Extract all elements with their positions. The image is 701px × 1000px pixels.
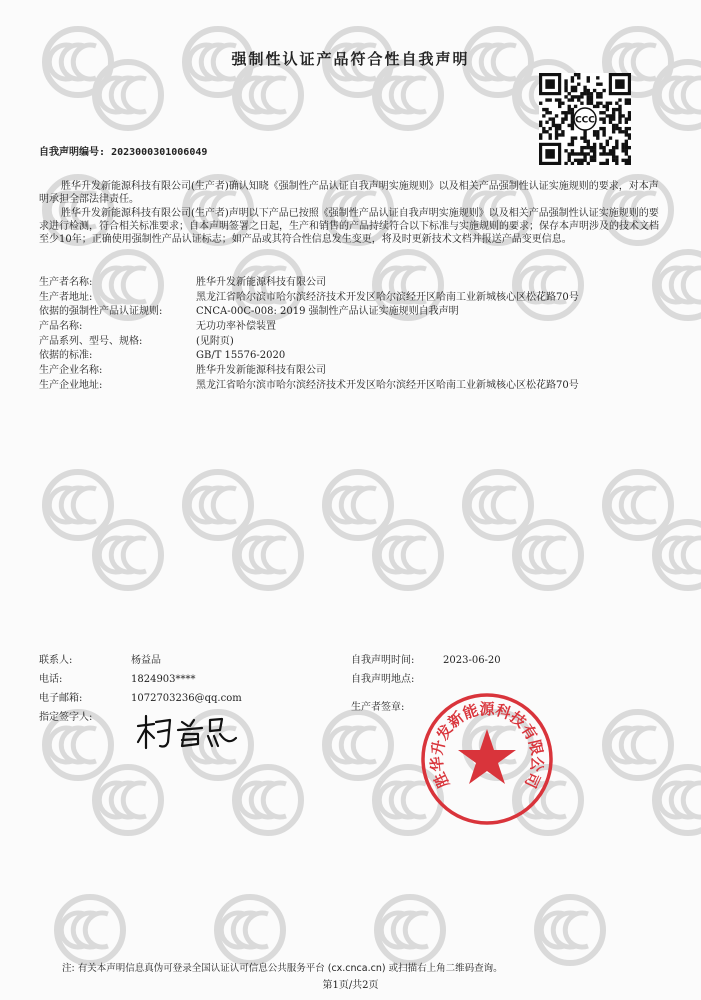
contact-person-value: 杨益品: [131, 655, 161, 666]
declaration-time-row: [351, 651, 651, 670]
handwritten-signature: [132, 712, 242, 754]
qr-code[interactable]: [539, 73, 631, 165]
svg-text:胜: 胜: [430, 769, 454, 791]
declaration-number-label: 自我声明编号:: [39, 147, 106, 158]
field-manufacturer-name: [39, 364, 679, 379]
field-label: 生产者地址:: [39, 291, 93, 303]
phone-value: 1824903****: [131, 674, 196, 685]
declaration-time-value: 2023-06-20: [443, 655, 501, 666]
statement-paragraph-2: 胜华升发新能源科技有限公司(生产者)声明以下产品已按照《强制性产品认证自我声明实施规则》以及相关产品强制性认证实施规则的要求进行检测，符合相关标准要求；自本声明签署之日起，生产和销售的产品持续符合以下标准与实施规则的要求；保存本声明涉及的技术文档至少10年；正确使用强制性产品认证标志；如产品或其符合性信息发生变更，将及时更新技术文档并报送产品变更信息。: [39, 208, 659, 245]
field-value: 黑龙江省哈尔滨市哈尔滨经济技术开发区哈尔滨经开区哈南工业新城核心区松花路70号: [196, 291, 579, 303]
footer-note: 注: 有关本声明信息真伪可登录全国认证认可信息公共服务平台 (cx.cnca.cn) 或扫描右上角二维码查询。: [62, 963, 503, 974]
svg-text:技: 技: [506, 708, 530, 732]
field-standard: [39, 349, 679, 364]
field-label: 依据的强制性产品认证规则:: [39, 306, 163, 318]
company-seal-stamp: [417, 689, 557, 829]
field-value: (见附页): [196, 335, 234, 347]
email-value: 1072703236@qq.com: [131, 693, 242, 704]
product-info-fields: [39, 276, 679, 394]
field-producer-address: [39, 291, 679, 306]
field-label: 生产者名称:: [39, 277, 93, 288]
field-product-model: [39, 335, 679, 350]
phone-row: [39, 670, 339, 689]
declaration-place-row: [351, 670, 651, 689]
svg-text:公: 公: [527, 755, 547, 773]
field-value: 无功功率补偿装置: [196, 321, 276, 333]
svg-text:CCC: CCC: [575, 115, 595, 126]
producer-seal-label: 生产者签章:: [351, 702, 405, 713]
signatory-label: 指定签字人:: [39, 712, 93, 723]
declaration-time-label: 自我声明时间:: [351, 655, 415, 666]
contact-person-label: 联系人:: [39, 655, 73, 666]
svg-text:司: 司: [520, 769, 544, 791]
svg-text:科: 科: [493, 700, 514, 723]
svg-text:新: 新: [444, 708, 468, 732]
email-row: [39, 689, 339, 708]
svg-text:发: 发: [433, 720, 457, 744]
declaration-number: [39, 143, 207, 158]
page-number: 第1页/共2页: [322, 980, 379, 991]
field-label: 生产企业名称:: [39, 365, 103, 377]
declaration-place-label: 自我声明地点:: [351, 674, 415, 685]
field-label: 依据的标准:: [39, 350, 93, 362]
field-label: 产品名称:: [39, 321, 83, 333]
phone-label: 电话:: [39, 674, 63, 685]
contact-person-row: [39, 651, 339, 670]
field-product-name: [39, 320, 679, 335]
field-value: 黑龙江省哈尔滨市哈尔滨经济技术开发区哈尔滨经开区哈南工业新城核心区松花路70号: [196, 379, 579, 391]
svg-text:能: 能: [460, 700, 481, 723]
document-title: 强制性认证产品符合性自我声明: [231, 50, 470, 68]
svg-text:限: 限: [525, 738, 547, 757]
field-producer-name: [39, 276, 679, 291]
field-manufacturer-address: [39, 379, 679, 394]
statement-paragraph-1: 胜华升发新能源科技有限公司(生产者)确认知晓《强制性产品认证自我声明实施规则》以及相关产品强制性认证实施规则的要求，对本声明承担全部法律责任。: [39, 181, 659, 205]
field-value: CNCA-00C-008: 2019 强制性产品认证实施规则自我声明: [196, 306, 459, 318]
declaration-number-value: 2023000301006049: [111, 147, 208, 158]
svg-text:有: 有: [517, 720, 541, 744]
field-label: 生产企业地址:: [39, 379, 103, 391]
svg-text:升: 升: [427, 738, 449, 757]
field-value: 胜华升发新能源科技有限公司: [196, 365, 326, 377]
field-certification-rule: [39, 305, 679, 320]
field-value: GB/T 15576-2020: [196, 350, 286, 362]
email-label: 电子邮箱:: [39, 693, 83, 704]
svg-text:源: 源: [479, 700, 495, 718]
svg-text:华: 华: [427, 755, 447, 773]
field-label: 产品系列、型号、规格:: [39, 335, 143, 347]
field-value: 胜华升发新能源科技有限公司: [196, 277, 326, 288]
